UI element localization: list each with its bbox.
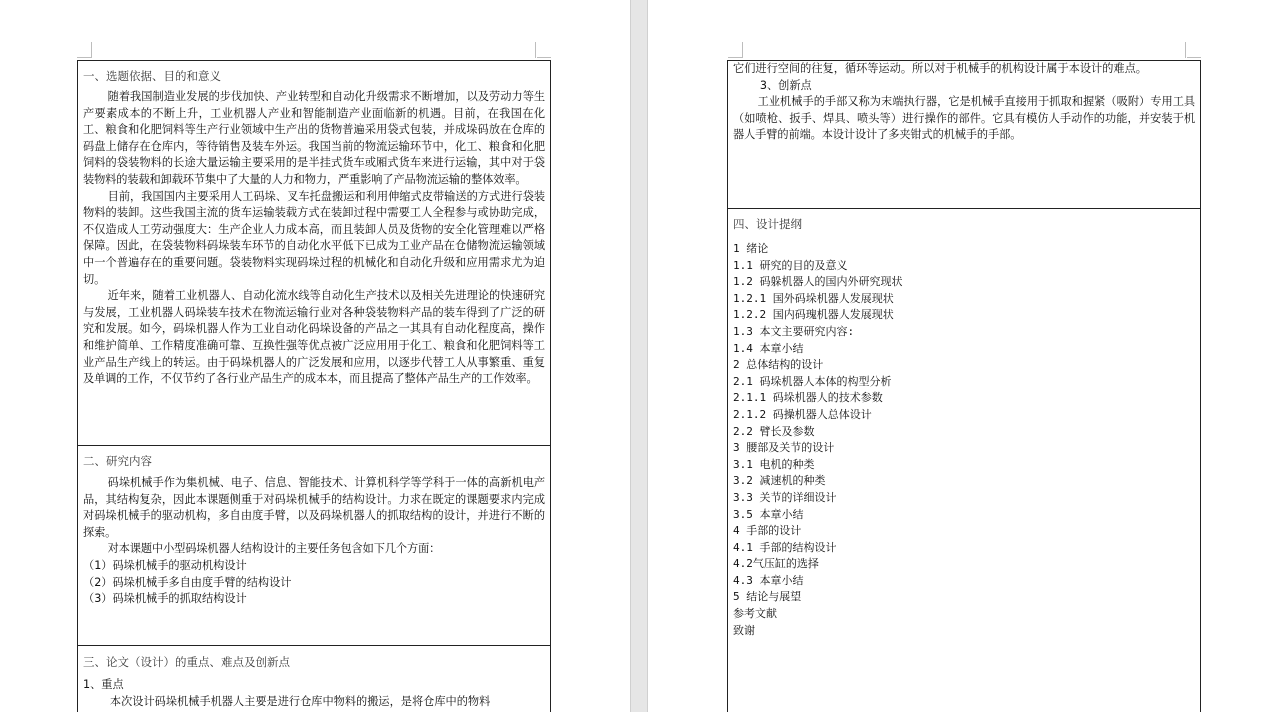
crop-mark: [535, 42, 536, 58]
paragraph: 近年来，随着工业机器人、自动化流水线等自动化生产技术以及相关先进理论的快速研究与发展，工业机器人码垛装车技术在物流运输行业对各种袋装物料产品的装车得到了广泛的研究和发展。如今，码垛机器人作为工业自动化码垛设备的产品之一其具有自动化程度高，操作和维护简单、工作精度准确可靠、互换性强等优点被广泛应用用于化工、粮食和化肥饲料等工业产品生产线上的转运。由于码垛机器人的广泛发展和应用，以逐步代替工人从事繁重、重复及单调的工作，不仅节约了各行业产品生产的成本本，而且提高了整体产品生产的工作效率。: [83, 289, 545, 386]
crop-mark: [77, 57, 91, 58]
task-item: （1）码垛机械手的驱动机构设计: [83, 558, 247, 572]
outline-item: 4.3 本章小结: [733, 573, 804, 587]
sub-heading: 1、重点: [83, 678, 124, 691]
paragraph: 码垛机械手作为集机械、电子、信息、智能技术、计算机科学等学科于一体的高新机电产品，其结构复杂，因此本课题侧重于对码垛机械手的结构设计。力求在既定的课题要求内完成对码垛机械手的驱动机构，多自由度手臂，以及码垛机器人的抓取结构的设计，并进行不断的探索。: [83, 476, 545, 539]
outline-item: 1 绪论: [733, 242, 769, 255]
page-gutter: [630, 0, 648, 712]
outline-item: 1.4 本章小结: [733, 341, 804, 355]
section-heading: 二、研究内容: [83, 454, 152, 468]
crop-mark: [1187, 57, 1201, 58]
outline-item: 3.2 减速机的种类: [733, 474, 826, 488]
right-page: [648, 0, 1279, 712]
sub-heading: 3、创新点: [759, 78, 812, 92]
paragraph: 本次设计码垛机械手机器人主要是进行仓库中物料的搬运，是将仓库中的物料: [109, 694, 491, 708]
section-heading: 四、设计提纲: [733, 217, 802, 231]
proposal-table-left: [77, 60, 551, 712]
outline-item: 3 腰部及关节的设计: [733, 441, 835, 455]
outline-item: 4 手部的设计: [733, 524, 802, 538]
outline-item: 1.3 本文主要研究内容:: [733, 324, 855, 338]
outline-item: 2.2 臂长及参数: [733, 424, 815, 438]
outline-item: 1.2 码躲机器人的国内外研究现状: [733, 275, 903, 289]
outline-item: 4.2气压缸的选择: [733, 557, 819, 571]
paragraph: 目前，我国国内主要采用人工码垛、叉车托盘搬运和利用伸缩式皮带输送的方式进行袋装物料的装卸。这些我国主流的货车运输装载方式在装卸过程中需要工人全程参与或协助完成，不仅造成人工劳动强度大：生产企业人力成本高，而且装卸人员及货物的安全化管理难以严格保障。因此，在袋装物料码垛装车环节的自动化水平低下已成为工业产品在仓储物流运输领域中一个普遍存在的重要问题。袋装物料实现码垛过程的机械化和自动化升级和应用需求尤为迫切。: [83, 189, 545, 286]
crop-mark: [91, 42, 92, 58]
outline-item: 参考文献: [733, 607, 777, 621]
task-item: （3）码垛机械手的抓取结构设计: [83, 592, 247, 606]
section-basis: [78, 61, 550, 446]
section-research: [78, 446, 550, 646]
paragraph: 工业机械手的手部又称为末端执行器，它是机械手直接用于抓取和握紧（吸附）专用工具（如喷枪、扳手、焊具、喷头等）进行操作的部件。它具有模仿人手动作的功能，并安装于机器人手臂的前端。本设计设计了多夹钳式的机械手的手部。: [733, 95, 1195, 142]
proposal-table-right: [727, 60, 1201, 712]
outline-item: 2.1.1 码垛机器人的技术参数: [733, 391, 883, 405]
task-item: （2）码垛机械手多自由度手臂的结构设计: [83, 575, 292, 589]
outline-item: 1.2.1 国外码垛机器人发展现状: [733, 291, 894, 305]
outline-item: 3.5 本章小结: [733, 507, 804, 521]
section-focus: [78, 646, 550, 712]
outline-item: 2 总体结构的设计: [733, 358, 824, 372]
crop-mark: [742, 42, 743, 58]
outline-item: 2.1 码垛机器人本体的构型分析: [733, 374, 892, 388]
section-focus-continued: [728, 61, 1200, 209]
crop-mark: [728, 57, 742, 58]
outline-item: 2.1.2 码操机器人总体设计: [733, 407, 872, 421]
section-outline: [728, 209, 1200, 712]
section-heading: 一、选题依据、目的和意义: [83, 69, 221, 83]
outline-item: 4.1 手部的结构设计: [733, 540, 837, 554]
outline-item: 致谢: [733, 623, 755, 637]
paragraph: 它们进行空间的往复，循环等运动。所以对于机械手的机构设计属于本设计的难点。: [733, 62, 1147, 75]
outline-item: 5 结论与展望: [733, 590, 802, 604]
paragraph: 随着我国制造业发展的步伐加快、产业转型和自动化升级需求不断增加，以及劳动力等生产要素成本的不断上升，工业机器人产业和智能制造产业面临新的机遇。目前，在我国在化工、粮食和化肥饲料等生产行业领域中生产出的货物普遍采用袋式包装，并成垛码放在仓库的码盘上储存在仓库内，等待销售及装车外运。我国当前的物流运输环节中，化工、粮食和化肥饲料的袋装物料的长途大量运输主要采用的是半挂式货车或厢式货车来进行运输，其中对于袋装物料的装载和卸载环节集中了大量的人力和物力，严重影响了产品物流运输的整体效率。: [83, 90, 545, 186]
crop-mark: [1185, 42, 1186, 58]
outline-list: [733, 241, 1195, 639]
outline-item: 3.1 电机的种类: [733, 457, 815, 471]
outline-item: 3.3 关节的详细设计: [733, 490, 837, 504]
section-heading: 三、论文（设计）的重点、难点及创新点: [83, 655, 290, 669]
crop-mark: [537, 57, 551, 58]
left-page: [0, 0, 630, 712]
outline-item: 1.2.2 国内码瑰机器人发展现状: [733, 308, 894, 322]
paragraph: 对本课题中小型码垛机器人结构设计的主要任务包含如下几个方面：: [107, 542, 441, 556]
outline-item: 1.1 研究的目的及意义: [733, 258, 848, 272]
